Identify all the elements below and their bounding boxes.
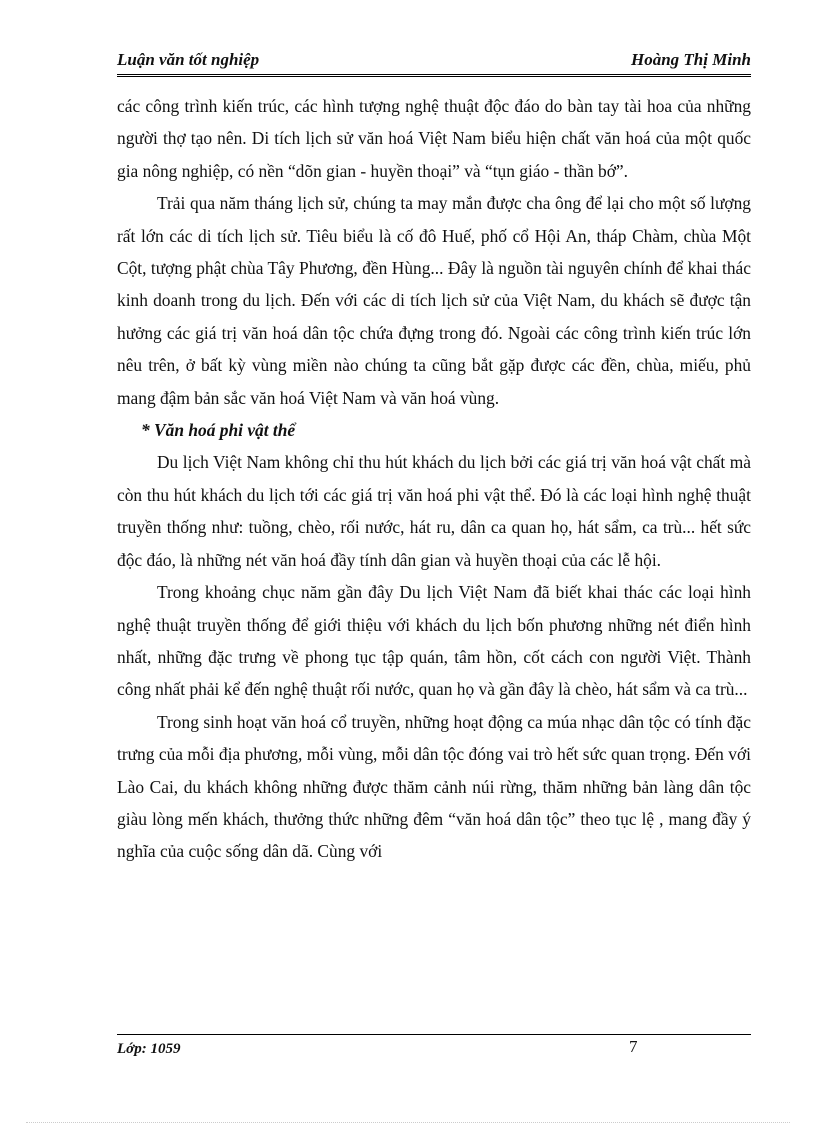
body-text xyxy=(117,90,751,868)
paragraph: Trong khoảng chục năm gần đây Du lịch Việt Nam đã biết khai thác các loại hình nghệ thuật truyền thống để giới thiệu với khách du lịch bốn phương những nét điển hình nhất, những đặc trưng về phong tục tập quán, tâm hồn, cốt cách con người Việt. Thành công nhất phải kể đến nghệ thuật rối nước, quan họ và gần đây là chèo, hát sẩm và ca trù... xyxy=(117,582,751,700)
paragraph: các công trình kiến trúc, các hình tượng nghệ thuật độc đáo do bàn tay tài hoa của những người thợ tạo nên. Di tích lịch sử văn hoá Việt Nam biểu hiện chất văn hoá của một quốc gia nông nghiệp, có nền “dõn gian - huyền thoại” và “tụn giáo - thần bớ”. xyxy=(117,96,751,181)
section-heading: * Văn hoá phi vật thể xyxy=(141,420,296,441)
paragraph: Trải qua năm tháng lịch sử, chúng ta may mắn được cha ông để lại cho một số lượng rất lớn các di tích lịch sử. Tiêu biểu là cố đô Huế, phố cổ Hội An, tháp Chàm, chùa Một Cột, tượng phật chùa Tây Phương, đền Hùng... Đây là nguồn tài nguyên chính để khai thác kinh doanh trong du lịch. Đến với các di tích lịch sử của Việt Nam, du khách sẽ được tận hưởng các giá trị văn hoá dân tộc chứa đựng trong đó. Ngoài các công trình kiến trúc lớn nêu trên, ở bất kỳ vùng miền nào chúng ta cũng bắt gặp được các đền, chùa, miếu, phủ mang đậm bản sắc văn hoá Việt Nam và văn hoá vùng. xyxy=(117,193,751,408)
page-number: 7 xyxy=(629,1037,638,1056)
footer-class-label: Lớp: 1059 xyxy=(117,1041,181,1057)
footer-divider xyxy=(117,1034,751,1035)
header-author-name: Hoàng Thị Minh xyxy=(631,50,751,69)
header-thesis-title: Luận văn tốt nghiệp xyxy=(117,50,260,69)
paragraph: Trong sinh hoạt văn hoá cổ truyền, những hoạt động ca múa nhạc dân tộc có tính đặc trưng của mỗi địa phương, mỗi vùng, mỗi dân tộc đóng vai trò hết sức quan trọng. Đến với Lào Cai, du khách không những được thăm cảnh núi rừng, thăm những bản làng dân tộc giàu lòng mến khách, thưởng thức những đêm “văn hoá dân tộc” theo tục lệ , mang đầy ý nghĩa của cuộc sống dân dã. Cùng với xyxy=(117,711,751,862)
page-header xyxy=(117,48,751,77)
paragraph: Du lịch Việt Nam không chỉ thu hút khách du lịch bởi các giá trị văn hoá vật chất mà còn thu hút khách du lịch tới các giá trị văn hoá phi vật thể. Đó là các loại hình nghệ thuật truyền thống như: tuồng, chèo, rối nước, hát ru, dân ca quan họ, hát sẩm, ca trù... hết sức độc đáo, là những nét văn hoá đầy tính dân gian và huyền thoại của các lễ hội. xyxy=(117,452,751,570)
